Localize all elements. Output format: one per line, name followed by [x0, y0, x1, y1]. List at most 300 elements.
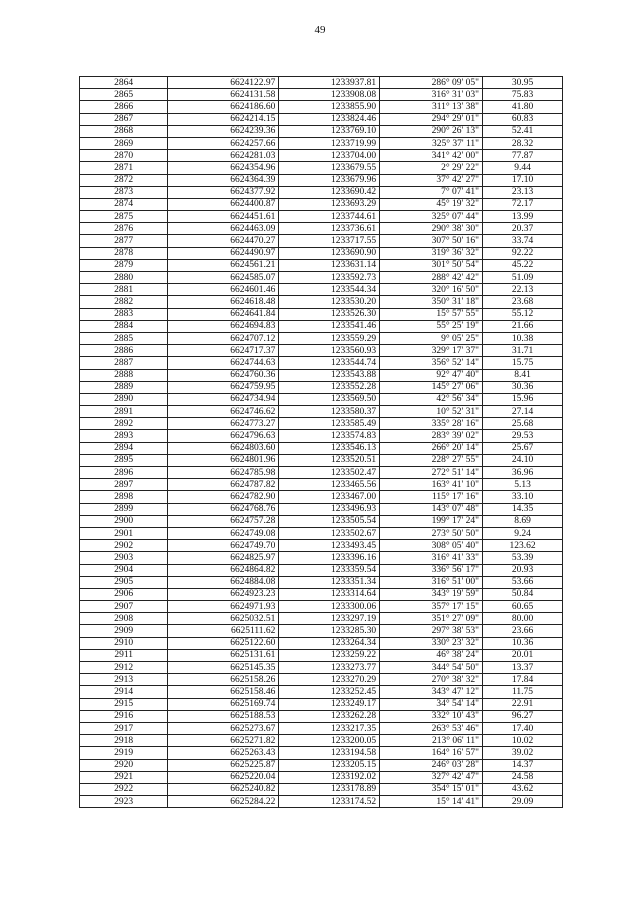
table-row [80, 588, 563, 600]
distance-cell: 13.37 [483, 662, 563, 674]
point-number-cell: 2907 [80, 601, 168, 613]
coordinates-table [79, 76, 563, 808]
point-number-cell: 2872 [80, 174, 168, 186]
point-number-cell: 2867 [80, 113, 168, 125]
bearing-cell: 42° 56' 34" [380, 393, 483, 405]
x-coordinate-cell: 6624746.62 [168, 406, 279, 418]
bearing-cell: 263° 53' 46" [380, 722, 483, 734]
bearing-cell: 145° 27' 06" [380, 381, 483, 393]
distance-cell: 10.38 [483, 332, 563, 344]
table-row [80, 686, 563, 698]
table-row [80, 174, 563, 186]
y-coordinate-cell: 1233592.73 [279, 272, 380, 284]
x-coordinate-cell: 6624214.15 [168, 113, 279, 125]
bearing-cell: 344° 54' 50" [380, 662, 483, 674]
x-coordinate-cell: 6624707.12 [168, 332, 279, 344]
distance-cell: 96.27 [483, 710, 563, 722]
x-coordinate-cell: 6625263.43 [168, 747, 279, 759]
distance-cell: 77.87 [483, 150, 563, 162]
point-number-cell: 2904 [80, 564, 168, 576]
point-number-cell: 2922 [80, 783, 168, 795]
y-coordinate-cell: 1233736.61 [279, 223, 380, 235]
table-row [80, 601, 563, 613]
point-number-cell: 2868 [80, 125, 168, 137]
table-row [80, 345, 563, 357]
distance-cell: 17.40 [483, 722, 563, 734]
y-coordinate-cell: 1233262.28 [279, 710, 380, 722]
table-row [80, 552, 563, 564]
y-coordinate-cell: 1233496.93 [279, 503, 380, 515]
bearing-cell: 350° 31' 18" [380, 296, 483, 308]
bearing-cell: 354° 15' 01" [380, 783, 483, 795]
table-row [80, 308, 563, 320]
point-number-cell: 2899 [80, 503, 168, 515]
distance-cell: 33.74 [483, 235, 563, 247]
table-row [80, 247, 563, 259]
point-number-cell: 2901 [80, 527, 168, 539]
bearing-cell: 316° 51' 00" [380, 576, 483, 588]
point-number-cell: 2874 [80, 198, 168, 210]
distance-cell: 9.24 [483, 527, 563, 539]
point-number-cell: 2878 [80, 247, 168, 259]
bearing-cell: 272° 51' 14" [380, 467, 483, 479]
coordinates-table-body [80, 77, 563, 808]
y-coordinate-cell: 1233194.58 [279, 747, 380, 759]
point-number-cell: 2871 [80, 162, 168, 174]
point-number-cell: 2916 [80, 710, 168, 722]
distance-cell: 72.17 [483, 198, 563, 210]
y-coordinate-cell: 1233249.17 [279, 698, 380, 710]
point-number-cell: 2890 [80, 393, 168, 405]
point-number-cell: 2870 [80, 150, 168, 162]
x-coordinate-cell: 6624884.08 [168, 576, 279, 588]
bearing-cell: 316° 31' 03" [380, 89, 483, 101]
y-coordinate-cell: 1233252.45 [279, 686, 380, 698]
y-coordinate-cell: 1233569.50 [279, 393, 380, 405]
table-row [80, 430, 563, 442]
x-coordinate-cell: 6624354.96 [168, 162, 279, 174]
distance-cell: 10.02 [483, 735, 563, 747]
y-coordinate-cell: 1233560.93 [279, 345, 380, 357]
table-row [80, 722, 563, 734]
table-row [80, 211, 563, 223]
x-coordinate-cell: 6624364.39 [168, 174, 279, 186]
x-coordinate-cell: 6624490.97 [168, 247, 279, 259]
x-coordinate-cell: 6624773.27 [168, 418, 279, 430]
table-row [80, 613, 563, 625]
bearing-cell: 15° 14' 41" [380, 796, 483, 808]
point-number-cell: 2884 [80, 320, 168, 332]
bearing-cell: 301° 50' 54" [380, 259, 483, 271]
x-coordinate-cell: 6624760.36 [168, 369, 279, 381]
bearing-cell: 270° 38' 32" [380, 674, 483, 686]
x-coordinate-cell: 6625122.60 [168, 637, 279, 649]
table-row [80, 479, 563, 491]
y-coordinate-cell: 1233552.28 [279, 381, 380, 393]
x-coordinate-cell: 6625169.74 [168, 698, 279, 710]
x-coordinate-cell: 6624749.08 [168, 527, 279, 539]
table-row [80, 503, 563, 515]
table-row [80, 735, 563, 747]
point-number-cell: 2882 [80, 296, 168, 308]
point-number-cell: 2897 [80, 479, 168, 491]
y-coordinate-cell: 1233744.61 [279, 211, 380, 223]
distance-cell: 23.13 [483, 186, 563, 198]
y-coordinate-cell: 1233937.81 [279, 77, 380, 89]
y-coordinate-cell: 1233908.08 [279, 89, 380, 101]
table-row [80, 296, 563, 308]
bearing-cell: 325° 07' 44" [380, 211, 483, 223]
bearing-cell: 320° 16' 50" [380, 284, 483, 296]
point-number-cell: 2885 [80, 332, 168, 344]
y-coordinate-cell: 1233704.00 [279, 150, 380, 162]
distance-cell: 25.68 [483, 418, 563, 430]
distance-cell: 25.67 [483, 442, 563, 454]
bearing-cell: 46° 38' 24" [380, 649, 483, 661]
distance-cell: 33.10 [483, 491, 563, 503]
bearing-cell: 283° 39' 02" [380, 430, 483, 442]
point-number-cell: 2905 [80, 576, 168, 588]
bearing-cell: 294° 29' 01" [380, 113, 483, 125]
distance-cell: 30.95 [483, 77, 563, 89]
table-row [80, 698, 563, 710]
point-number-cell: 2865 [80, 89, 168, 101]
table-row [80, 649, 563, 661]
table-row [80, 320, 563, 332]
bearing-cell: 164° 16' 57" [380, 747, 483, 759]
table-row [80, 576, 563, 588]
y-coordinate-cell: 1233467.00 [279, 491, 380, 503]
table-row [80, 89, 563, 101]
y-coordinate-cell: 1233396.16 [279, 552, 380, 564]
table-row [80, 467, 563, 479]
table-row [80, 77, 563, 89]
table-row [80, 223, 563, 235]
x-coordinate-cell: 6624923.23 [168, 588, 279, 600]
x-coordinate-cell: 6624801.96 [168, 454, 279, 466]
point-number-cell: 2879 [80, 259, 168, 271]
distance-cell: 20.01 [483, 649, 563, 661]
y-coordinate-cell: 1233314.64 [279, 588, 380, 600]
table-row [80, 406, 563, 418]
distance-cell: 53.39 [483, 552, 563, 564]
x-coordinate-cell: 6624470.27 [168, 235, 279, 247]
bearing-cell: 343° 47' 12" [380, 686, 483, 698]
bearing-cell: 335° 28' 16" [380, 418, 483, 430]
bearing-cell: 273° 50' 50" [380, 527, 483, 539]
point-number-cell: 2869 [80, 137, 168, 149]
point-number-cell: 2886 [80, 345, 168, 357]
bearing-cell: 308° 05' 40" [380, 540, 483, 552]
x-coordinate-cell: 6624451.61 [168, 211, 279, 223]
x-coordinate-cell: 6625158.26 [168, 674, 279, 686]
x-coordinate-cell: 6625271.82 [168, 735, 279, 747]
distance-cell: 55.12 [483, 308, 563, 320]
x-coordinate-cell: 6624744.63 [168, 357, 279, 369]
bearing-cell: 213° 06' 11" [380, 735, 483, 747]
distance-cell: 14.37 [483, 759, 563, 771]
bearing-cell: 329° 17' 37" [380, 345, 483, 357]
y-coordinate-cell: 1233546.13 [279, 442, 380, 454]
table-row [80, 162, 563, 174]
x-coordinate-cell: 6624768.76 [168, 503, 279, 515]
distance-cell: 123.62 [483, 540, 563, 552]
distance-cell: 15.96 [483, 393, 563, 405]
point-number-cell: 2895 [80, 454, 168, 466]
point-number-cell: 2866 [80, 101, 168, 113]
table-row [80, 186, 563, 198]
point-number-cell: 2883 [80, 308, 168, 320]
point-number-cell: 2902 [80, 540, 168, 552]
y-coordinate-cell: 1233530.20 [279, 296, 380, 308]
bearing-cell: 199° 17' 24" [380, 515, 483, 527]
y-coordinate-cell: 1233544.34 [279, 284, 380, 296]
y-coordinate-cell: 1233690.90 [279, 247, 380, 259]
bearing-cell: 15° 57' 55" [380, 308, 483, 320]
distance-cell: 23.68 [483, 296, 563, 308]
x-coordinate-cell: 6624782.90 [168, 491, 279, 503]
point-number-cell: 2921 [80, 771, 168, 783]
table-row [80, 759, 563, 771]
point-number-cell: 2887 [80, 357, 168, 369]
bearing-cell: 290° 26' 13" [380, 125, 483, 137]
distance-cell: 60.83 [483, 113, 563, 125]
x-coordinate-cell: 6624787.82 [168, 479, 279, 491]
distance-cell: 20.93 [483, 564, 563, 576]
distance-cell: 13.99 [483, 211, 563, 223]
x-coordinate-cell: 6625188.53 [168, 710, 279, 722]
x-coordinate-cell: 6624131.58 [168, 89, 279, 101]
y-coordinate-cell: 1233465.56 [279, 479, 380, 491]
distance-cell: 17.84 [483, 674, 563, 686]
point-number-cell: 2914 [80, 686, 168, 698]
bearing-cell: 246° 03' 28" [380, 759, 483, 771]
distance-cell: 41.80 [483, 101, 563, 113]
distance-cell: 30.36 [483, 381, 563, 393]
bearing-cell: 325° 37' 11" [380, 137, 483, 149]
y-coordinate-cell: 1233580.37 [279, 406, 380, 418]
distance-cell: 5.13 [483, 479, 563, 491]
bearing-cell: 356° 52' 14" [380, 357, 483, 369]
table-row [80, 491, 563, 503]
point-number-cell: 2888 [80, 369, 168, 381]
x-coordinate-cell: 6624400.87 [168, 198, 279, 210]
x-coordinate-cell: 6625225.87 [168, 759, 279, 771]
table-row [80, 527, 563, 539]
bearing-cell: 311° 13' 38" [380, 101, 483, 113]
point-number-cell: 2918 [80, 735, 168, 747]
bearing-cell: 327° 42' 47" [380, 771, 483, 783]
distance-cell: 8.69 [483, 515, 563, 527]
point-number-cell: 2880 [80, 272, 168, 284]
point-number-cell: 2900 [80, 515, 168, 527]
point-number-cell: 2889 [80, 381, 168, 393]
x-coordinate-cell: 6624694.83 [168, 320, 279, 332]
y-coordinate-cell: 1233574.83 [279, 430, 380, 442]
x-coordinate-cell: 6624757.28 [168, 515, 279, 527]
point-number-cell: 2891 [80, 406, 168, 418]
y-coordinate-cell: 1233544.74 [279, 357, 380, 369]
x-coordinate-cell: 6624239.36 [168, 125, 279, 137]
x-coordinate-cell: 6624796.63 [168, 430, 279, 442]
distance-cell: 29.53 [483, 430, 563, 442]
point-number-cell: 2912 [80, 662, 168, 674]
x-coordinate-cell: 6624785.98 [168, 467, 279, 479]
bearing-cell: 288° 42' 42" [380, 272, 483, 284]
y-coordinate-cell: 1233192.02 [279, 771, 380, 783]
x-coordinate-cell: 6625131.61 [168, 649, 279, 661]
distance-cell: 15.75 [483, 357, 563, 369]
table-row [80, 454, 563, 466]
table-row [80, 332, 563, 344]
point-number-cell: 2920 [80, 759, 168, 771]
x-coordinate-cell: 6625273.67 [168, 722, 279, 734]
x-coordinate-cell: 6624585.07 [168, 272, 279, 284]
x-coordinate-cell: 6624803.60 [168, 442, 279, 454]
table-row [80, 198, 563, 210]
distance-cell: 43.62 [483, 783, 563, 795]
y-coordinate-cell: 1233824.46 [279, 113, 380, 125]
x-coordinate-cell: 6624463.09 [168, 223, 279, 235]
bearing-cell: 336° 56' 17" [380, 564, 483, 576]
point-number-cell: 2877 [80, 235, 168, 247]
point-number-cell: 2915 [80, 698, 168, 710]
distance-cell: 10.36 [483, 637, 563, 649]
distance-cell: 23.66 [483, 625, 563, 637]
x-coordinate-cell: 6625111.62 [168, 625, 279, 637]
table-row [80, 796, 563, 808]
bearing-cell: 286° 09' 05" [380, 77, 483, 89]
x-coordinate-cell: 6624377.92 [168, 186, 279, 198]
point-number-cell: 2906 [80, 588, 168, 600]
table-row [80, 381, 563, 393]
y-coordinate-cell: 1233520.51 [279, 454, 380, 466]
distance-cell: 24.10 [483, 454, 563, 466]
y-coordinate-cell: 1233526.30 [279, 308, 380, 320]
y-coordinate-cell: 1233559.29 [279, 332, 380, 344]
x-coordinate-cell: 6624601.46 [168, 284, 279, 296]
distance-cell: 27.14 [483, 406, 563, 418]
point-number-cell: 2894 [80, 442, 168, 454]
x-coordinate-cell: 6624561.21 [168, 259, 279, 271]
x-coordinate-cell: 6625220.04 [168, 771, 279, 783]
distance-cell: 29.09 [483, 796, 563, 808]
y-coordinate-cell: 1233690.42 [279, 186, 380, 198]
bearing-cell: 10° 52' 31" [380, 406, 483, 418]
table-row [80, 783, 563, 795]
table-row [80, 150, 563, 162]
point-number-cell: 2898 [80, 491, 168, 503]
point-number-cell: 2923 [80, 796, 168, 808]
y-coordinate-cell: 1233679.55 [279, 162, 380, 174]
x-coordinate-cell: 6624971.93 [168, 601, 279, 613]
table-row [80, 101, 563, 113]
distance-cell: 22.91 [483, 698, 563, 710]
x-coordinate-cell: 6625032.51 [168, 613, 279, 625]
table-row [80, 625, 563, 637]
y-coordinate-cell: 1233297.19 [279, 613, 380, 625]
distance-cell: 52.41 [483, 125, 563, 137]
table-row [80, 710, 563, 722]
x-coordinate-cell: 6625145.35 [168, 662, 279, 674]
distance-cell: 20.37 [483, 223, 563, 235]
table-row [80, 284, 563, 296]
y-coordinate-cell: 1233505.54 [279, 515, 380, 527]
bearing-cell: 37° 42' 27" [380, 174, 483, 186]
bearing-cell: 92° 47' 40" [380, 369, 483, 381]
x-coordinate-cell: 6624257.66 [168, 137, 279, 149]
table-row [80, 540, 563, 552]
x-coordinate-cell: 6624825.97 [168, 552, 279, 564]
point-number-cell: 2864 [80, 77, 168, 89]
table-row [80, 771, 563, 783]
distance-cell: 39.02 [483, 747, 563, 759]
bearing-cell: 290° 38' 30" [380, 223, 483, 235]
table-row [80, 369, 563, 381]
bearing-cell: 319° 36' 32" [380, 247, 483, 259]
y-coordinate-cell: 1233769.10 [279, 125, 380, 137]
bearing-cell: 34° 54' 14" [380, 698, 483, 710]
point-number-cell: 2893 [80, 430, 168, 442]
point-number-cell: 2881 [80, 284, 168, 296]
y-coordinate-cell: 1233679.96 [279, 174, 380, 186]
bearing-cell: 343° 19' 59" [380, 588, 483, 600]
bearing-cell: 357° 17' 15" [380, 601, 483, 613]
bearing-cell: 351° 27' 09" [380, 613, 483, 625]
point-number-cell: 2875 [80, 211, 168, 223]
y-coordinate-cell: 1233264.34 [279, 637, 380, 649]
bearing-cell: 9° 05' 25" [380, 332, 483, 344]
x-coordinate-cell: 6624122.97 [168, 77, 279, 89]
distance-cell: 31.71 [483, 345, 563, 357]
x-coordinate-cell: 6624186.60 [168, 101, 279, 113]
distance-cell: 50.84 [483, 588, 563, 600]
point-number-cell: 2873 [80, 186, 168, 198]
bearing-cell: 316° 41' 33" [380, 552, 483, 564]
distance-cell: 14.35 [483, 503, 563, 515]
bearing-cell: 55° 25' 19" [380, 320, 483, 332]
y-coordinate-cell: 1233205.15 [279, 759, 380, 771]
y-coordinate-cell: 1233631.14 [279, 259, 380, 271]
table-row [80, 442, 563, 454]
bearing-cell: 45° 19' 32" [380, 198, 483, 210]
distance-cell: 8.41 [483, 369, 563, 381]
y-coordinate-cell: 1233541.46 [279, 320, 380, 332]
distance-cell: 80.00 [483, 613, 563, 625]
table-row [80, 418, 563, 430]
x-coordinate-cell: 6624618.48 [168, 296, 279, 308]
point-number-cell: 2896 [80, 467, 168, 479]
point-number-cell: 2917 [80, 722, 168, 734]
y-coordinate-cell: 1233351.34 [279, 576, 380, 588]
bearing-cell: 297° 38' 53" [380, 625, 483, 637]
bearing-cell: 115° 17' 16" [380, 491, 483, 503]
table-row [80, 125, 563, 137]
bearing-cell: 7° 07' 41" [380, 186, 483, 198]
point-number-cell: 2909 [80, 625, 168, 637]
bearing-cell: 143° 07' 48" [380, 503, 483, 515]
y-coordinate-cell: 1233200.05 [279, 735, 380, 747]
table-row [80, 113, 563, 125]
distance-cell: 22.13 [483, 284, 563, 296]
x-coordinate-cell: 6625284.22 [168, 796, 279, 808]
y-coordinate-cell: 1233855.90 [279, 101, 380, 113]
distance-cell: 60.65 [483, 601, 563, 613]
distance-cell: 45.22 [483, 259, 563, 271]
point-number-cell: 2911 [80, 649, 168, 661]
y-coordinate-cell: 1233543.88 [279, 369, 380, 381]
bearing-cell: 330° 23' 32" [380, 637, 483, 649]
